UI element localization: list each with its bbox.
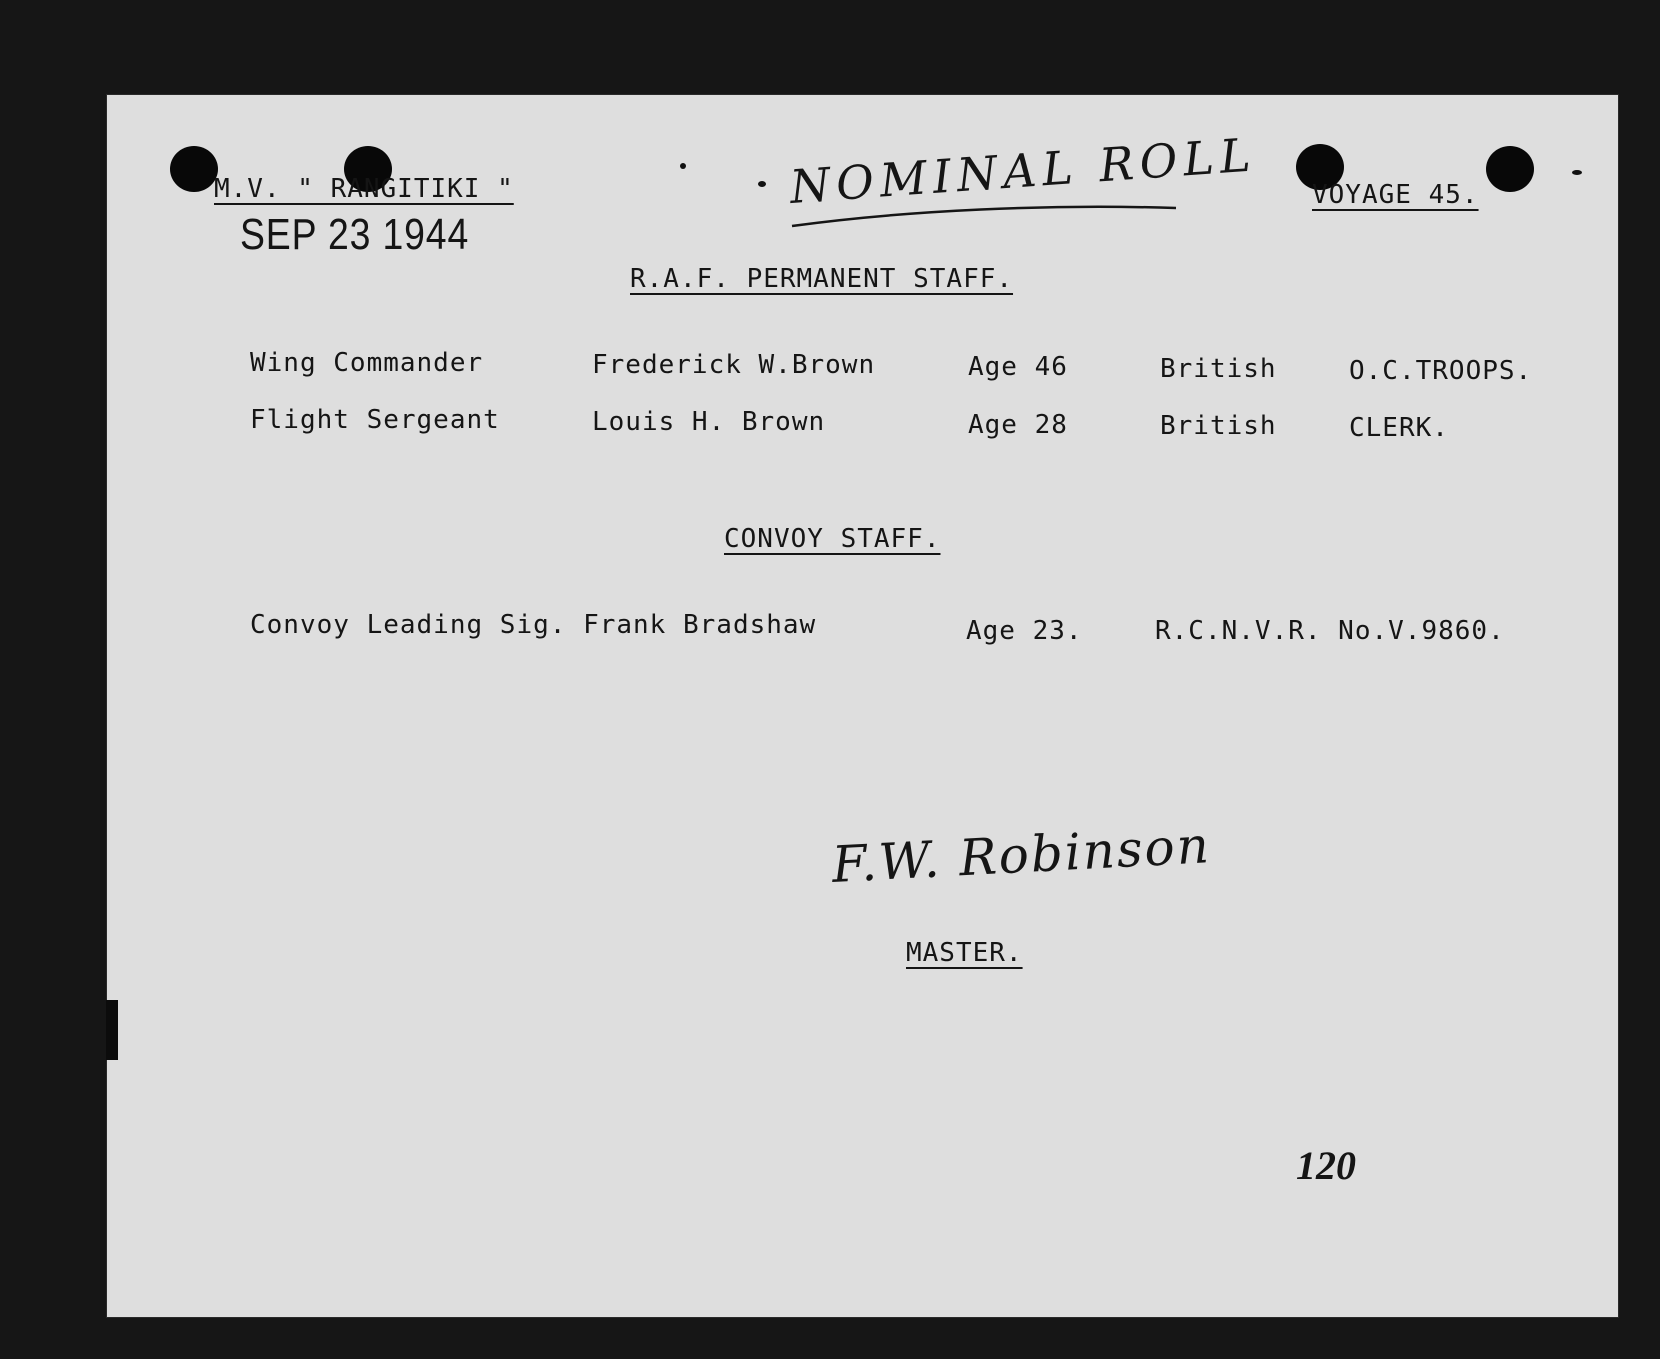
person-name: Louis H. Brown (592, 407, 826, 437)
rank-and-name: Convoy Leading Sig. Frank Bradshaw (250, 610, 817, 640)
nationality: British (1160, 354, 1277, 384)
age: Age 28 (968, 410, 1068, 440)
signature-title: MASTER. (906, 938, 1023, 968)
role: O.C.TROOPS. (1349, 356, 1533, 386)
convoy-section-heading: CONVOY STAFF. (724, 524, 941, 554)
speck (758, 181, 766, 187)
role: CLERK. (1349, 413, 1449, 443)
rank: Wing Commander (250, 348, 484, 378)
page-number: 120 (1296, 1143, 1356, 1188)
handwritten-title: NOMINAL ROLL (788, 127, 1259, 214)
vessel-name: M.V. " RANGITIKI " (214, 174, 514, 204)
handwritten-underline (790, 200, 1180, 230)
raf-section-heading: R.A.F. PERMANENT STAFF. (630, 264, 1014, 294)
person-name: Frederick W.Brown (592, 350, 876, 380)
age: Age 23. (966, 616, 1083, 646)
age: Age 46 (968, 352, 1068, 382)
punch-hole-4 (1486, 146, 1534, 192)
sheet-tear (106, 1000, 118, 1060)
nationality: British (1160, 411, 1277, 441)
signature: F.W. Robinson (830, 816, 1213, 894)
voyage-number: VOYAGE 45. (1312, 180, 1479, 210)
punch-hole-1 (170, 146, 218, 192)
speck (680, 163, 686, 169)
date-stamp: SEP 23 1944 (240, 210, 470, 259)
service-number: R.C.N.V.R. No.V.9860. (1155, 616, 1505, 646)
rank: Flight Sergeant (250, 405, 500, 435)
speck (1572, 170, 1582, 175)
